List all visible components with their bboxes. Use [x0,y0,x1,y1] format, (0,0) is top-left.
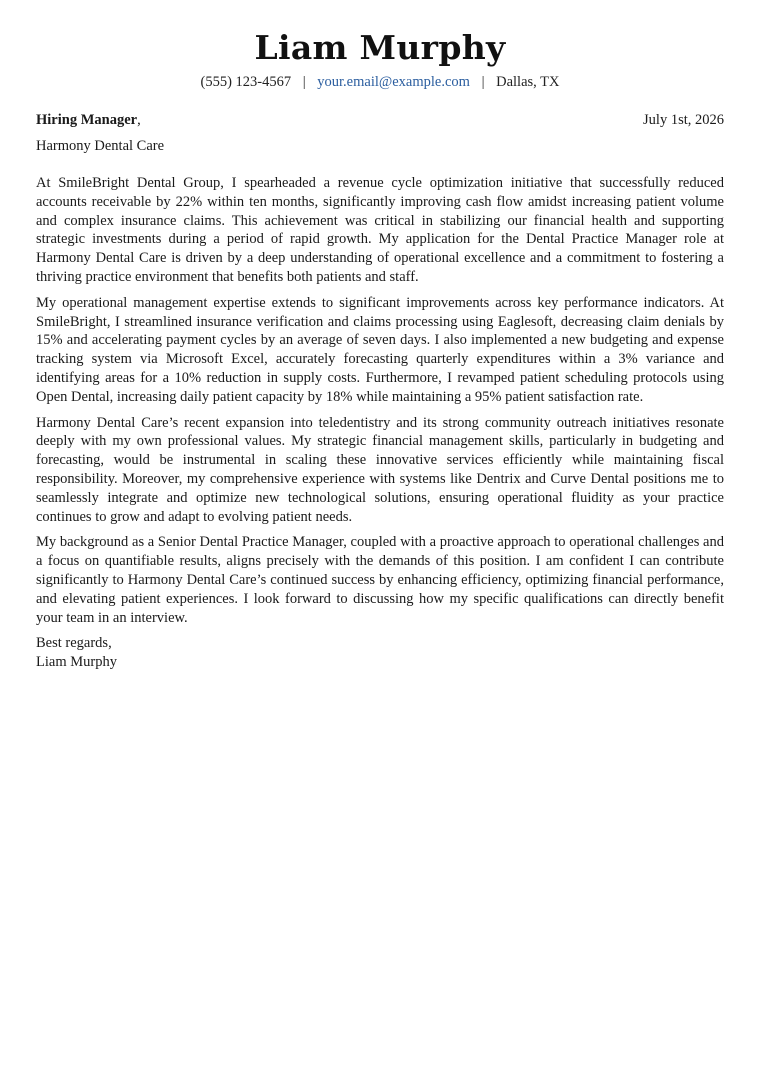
signature-name: Liam Murphy [36,654,117,671]
letter-body [36,174,724,627]
closing-phrase: Best regards, [36,635,112,652]
body-paragraph: At SmileBright Dental Group, I spearheaded a revenue cycle optimization initiative that successfully reduced accounts receivable by 22% within ten months, significantly improving cash flow amidst increasing patient volume and complex insurance claims. This achievement was critical in stabilizing our financial health and supporting strategic investments during a period of rapid growth. My application for the Dental Practice Manager role at Harmony Dental Care is driven by a deep understanding of operational excellence and a commitment to fostering a thriving practice environment that benefits both patients and staff. [36,175,724,285]
letter-date: July 1st, 2026 [643,112,724,128]
contact-separator: | [481,74,485,90]
body-paragraph: My operational management expertise extends to significant improvements across key performance indicators. At SmileBright, I streamlined insurance verification and claims processing using Eaglesoft, decreasing claim denials by 15% and accelerating payment cycles by an average of seven days. I also implemented a new budgeting and expense tracking system via Microsoft Excel, accurately forecasting quarterly expenditures within a 3% variance and identifying areas for a 10% reduction in supply costs. Furthermore, I revamped patient scheduling protocols using Open Dental, increasing daily patient capacity by 18% while maintaining a 95% patient satisfaction rate. [36,294,724,405]
contact-line [36,72,724,92]
phone-number: (555) 123-4567 [200,74,292,90]
body-paragraph: Harmony Dental Care’s recent expansion into teledentistry and its strong community outreach initiatives resonate deeply with my own professional values. My strategic financial management skills, particularly in budgeting and forecasting, would be instrumental in scaling these innovative services efficiently while maintaining fiscal responsibility. Moreover, my comprehensive experience with systems like Dentrix and Curve Dental positions me to seamlessly integrate and optimize new technological solutions, ensuring operational fluidity as your practice continues to grow and adapt to evolving patient needs. [36,414,724,525]
recipient-suffix: , [137,112,141,128]
recipient-name: Hiring Manager [36,112,138,128]
recipient-date-row [36,110,724,130]
email-link[interactable]: your.email@example.com [317,74,470,90]
recipient-company: Harmony Dental Care [36,138,165,154]
body-paragraph: My background as a Senior Dental Practice Manager, coupled with a proactive approach to operational challenges and a focus on quantifiable results, aligns precisely with the demands of this position. I am confident I can contribute significantly to Harmony Dental Care’s continued success by enhancing efficiency, optimizing financial performance, and elevating patient experiences. I look forward to discussing how my specific qualifications can directly benefit your team in an interview. [36,534,724,626]
letter-closing [36,634,724,672]
applicant-name: Liam Murphy [254,28,506,67]
contact-separator: | [302,74,306,90]
location: Dallas, TX [496,74,560,90]
recipient-line [36,110,141,130]
